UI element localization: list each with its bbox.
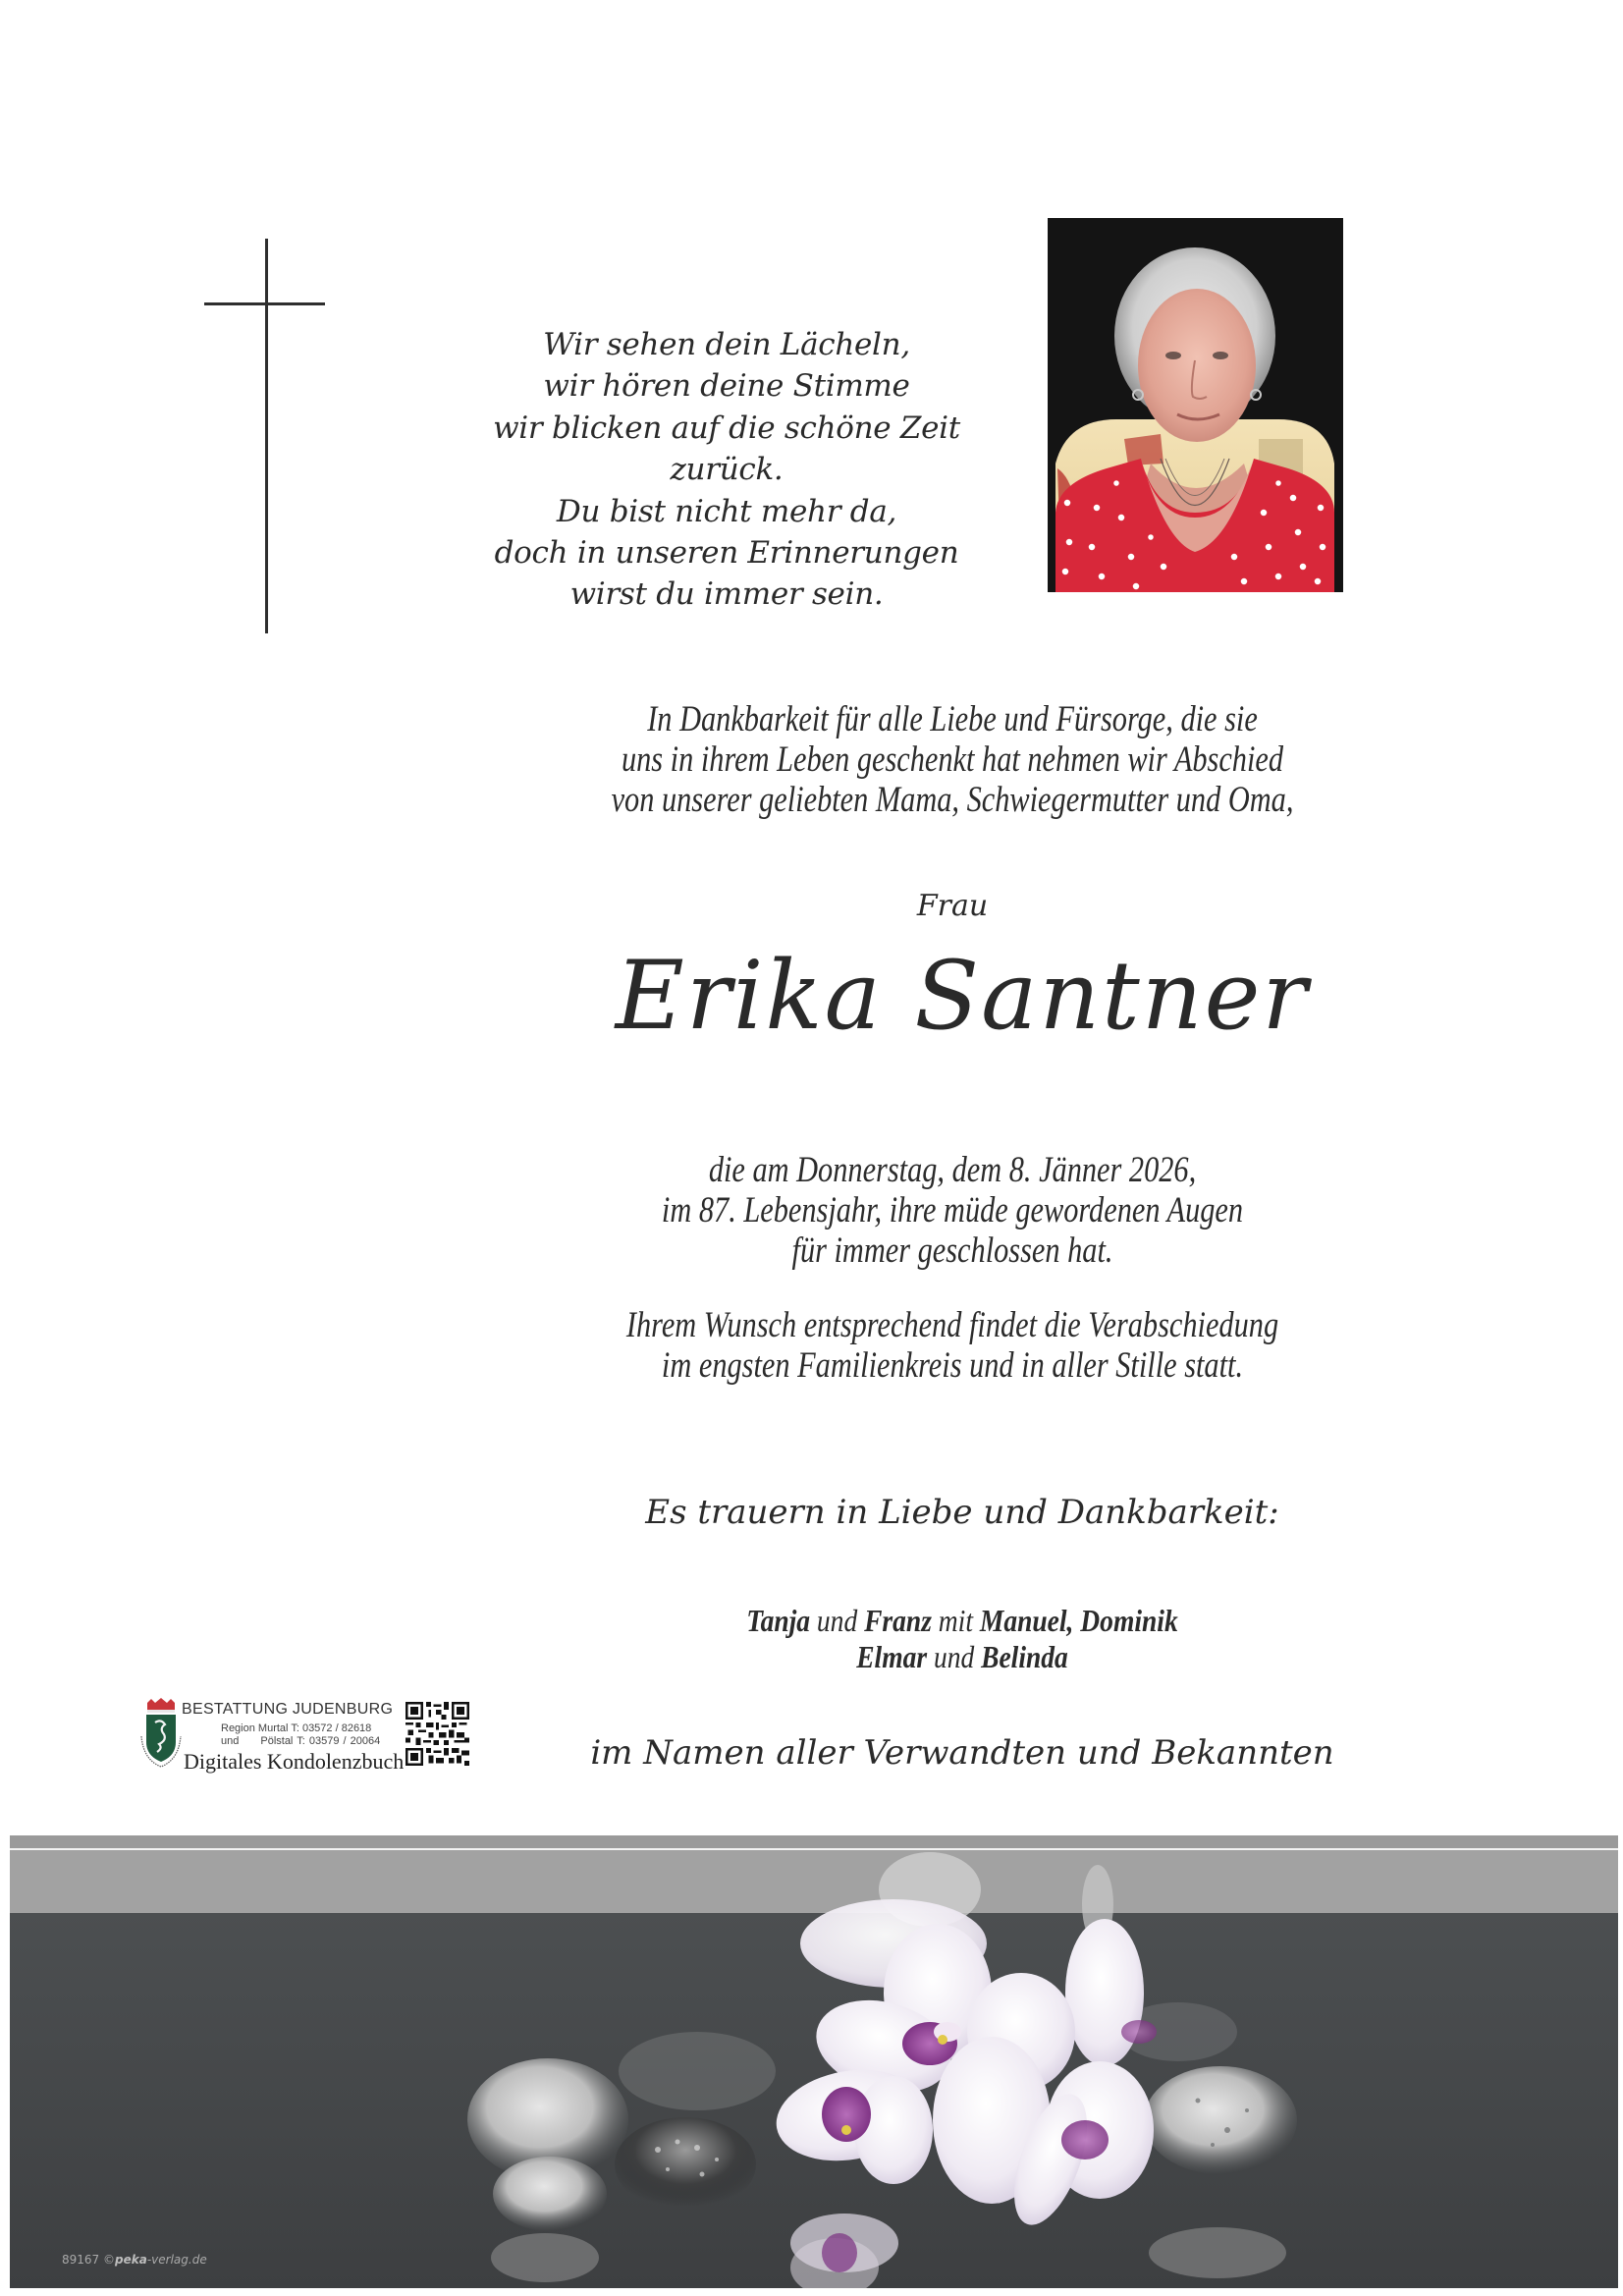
portrait-photo <box>1048 218 1343 592</box>
template-code: 89167 <box>62 2253 100 2267</box>
poem <box>432 324 1021 616</box>
connector: und <box>810 1603 865 1638</box>
poem-line: wir hören deine Stimme <box>543 368 910 405</box>
poem-line: wir blicken auf die schöne Zeit zurück. <box>493 410 960 488</box>
intro-line: In Dankbarkeit für alle Liebe und Fürsorge, die sie <box>647 699 1258 739</box>
poem-line: doch in unseren Erinnerungen <box>494 535 959 572</box>
publisher-brand: peka <box>115 2253 147 2267</box>
condolence-book-link[interactable]: Digitales Kondolenzbuch <box>184 1749 405 1774</box>
family-member: Franz <box>864 1603 932 1638</box>
farewell-text <box>511 1305 1394 1386</box>
mourners-closing: im Namen aller Verwandten und Bekannten <box>590 1733 1334 1773</box>
funeral-home-phone-murtal: Region Murtal T: 03572 / 82618 <box>221 1722 372 1734</box>
intro-line: uns in ihrem Leben geschenkt hat nehmen wir Abschied <box>621 739 1284 780</box>
death-notice-line: die am Donnerstag, dem 8. Jänner 2026, <box>708 1150 1197 1190</box>
family-member: Belinda <box>981 1639 1068 1674</box>
styrian-coat-of-arms-icon <box>137 1697 185 1770</box>
connector: und <box>927 1639 982 1674</box>
connector: mit <box>931 1603 980 1638</box>
death-notice-text <box>511 1150 1394 1271</box>
orchid-stones-image <box>10 1835 1618 2288</box>
family-member: Elmar <box>856 1639 928 1674</box>
poem-line: wirst du immer sein. <box>569 576 884 613</box>
publisher-credit <box>62 2253 207 2267</box>
intro-line: von unserer geliebten Mama, Schwiegermutter und Oma, <box>611 780 1294 820</box>
salutation: Frau <box>916 889 989 923</box>
qr-code-icon[interactable] <box>406 1702 469 1766</box>
intro-text <box>511 699 1394 820</box>
cross-horizontal-bar <box>204 302 325 305</box>
publisher-domain: -verlag.de <box>146 2253 207 2267</box>
mourners-title: Es trauern in Liebe und Dankbarkeit: <box>645 1493 1279 1532</box>
family-line-2 <box>608 1639 1317 1675</box>
poem-line: Du bist nicht mehr da, <box>556 493 897 529</box>
family-line-1 <box>608 1603 1317 1639</box>
farewell-line: Ihrem Wunsch entsprechend findet die Verabschiedung <box>625 1305 1279 1345</box>
phone-label: Pölstal T: 03579 / 20064 <box>260 1735 381 1747</box>
funeral-home-name: BESTATTUNG JUDENBURG <box>182 1701 394 1718</box>
connector: und <box>221 1735 240 1747</box>
cross-vertical-bar <box>265 239 268 633</box>
poem-line: Wir sehen dein Lächeln, <box>543 327 910 362</box>
death-notice-line: im 87. Lebensjahr, ihre müde gewordenen Augen <box>661 1190 1244 1230</box>
death-notice-line: für immer geschlossen hat. <box>791 1230 1113 1271</box>
copyright-symbol: © <box>103 2253 116 2267</box>
deceased-name: Erika Santner <box>615 941 1310 1051</box>
mourners-family <box>550 1603 1375 1675</box>
farewell-line: im engsten Familienkreis und in aller Stille statt. <box>661 1345 1244 1386</box>
family-member: Tanja <box>746 1603 811 1638</box>
decorative-orchid-banner <box>10 1835 1618 2288</box>
funeral-home-phone-poelstal <box>221 1735 380 1747</box>
family-member: Manuel, Dominik <box>979 1603 1178 1638</box>
portrait-image <box>1048 218 1343 592</box>
